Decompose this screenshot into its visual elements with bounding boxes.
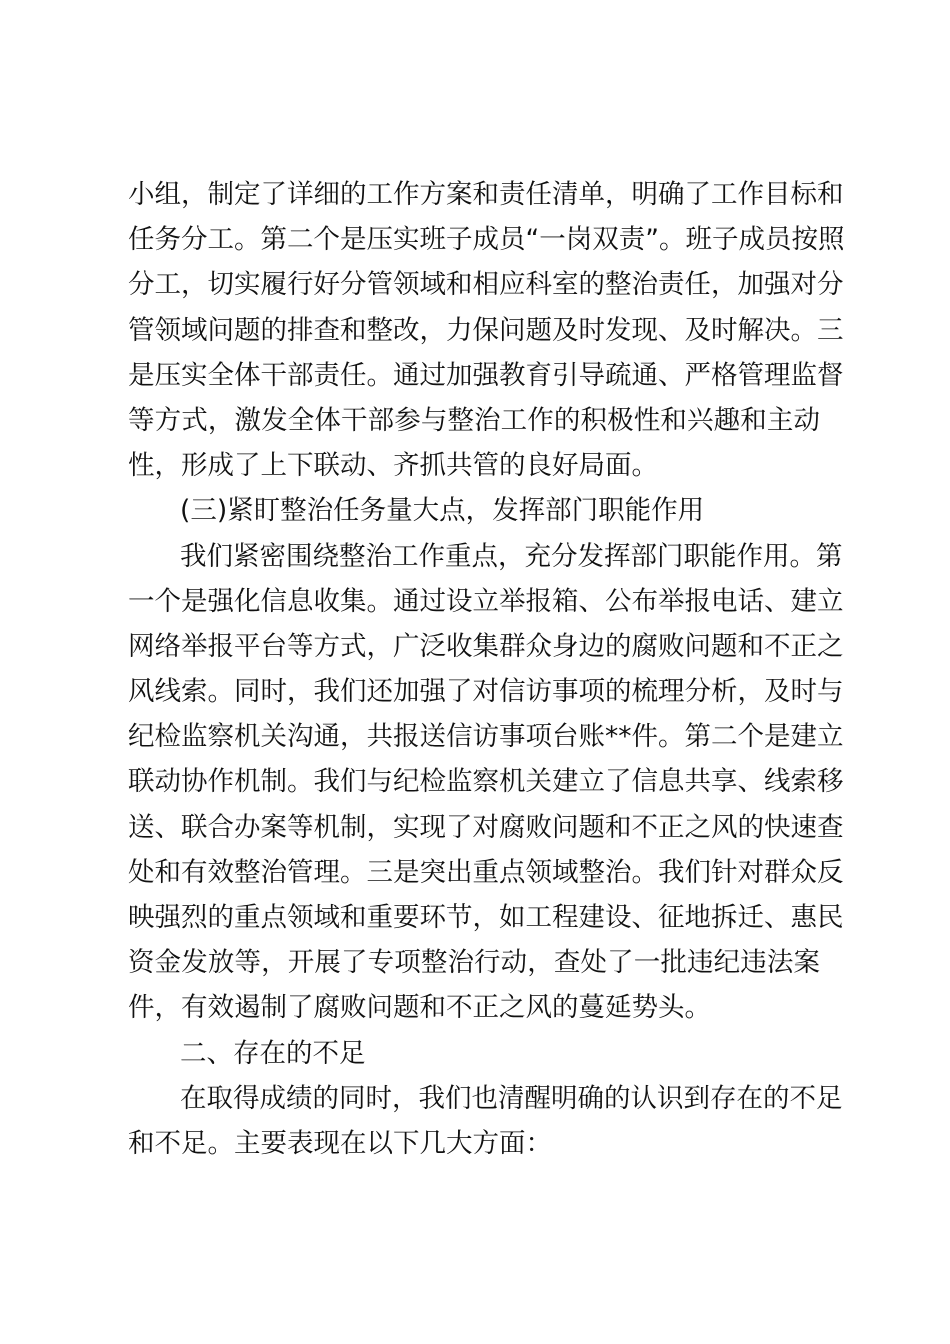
body-line: 管领域问题的排查和整改，力保问题及时发现、及时解决。三	[128, 314, 844, 346]
body-line: 分工，切实履行好分管领域和相应科室的整治责任，加强对分	[128, 269, 844, 301]
body-line: 件，有效遏制了腐败问题和不正之风的蔓延势头。	[128, 992, 711, 1024]
body-line: 等方式，激发全体干部参与整治工作的积极性和兴趣和主动	[128, 404, 820, 436]
body-line: 资金发放等，开展了专项整治行动，查处了一批违纪违法案	[128, 947, 820, 979]
body-line: 处和有效整治管理。三是突出重点领域整治。我们针对群众反	[128, 856, 844, 888]
body-line: 和不足。主要表现在以下几大方面：	[128, 1127, 552, 1159]
body-line: 是压实全体干部责任。通过加强教育引导疏通、严格管理监督	[128, 359, 844, 391]
body-line: 纪检监察机关沟通，共报送信访事项台账**件。第二个是建立	[128, 721, 844, 753]
body-line: 任务分工。第二个是压实班子成员“一岗双责”。班子成员按照	[128, 224, 845, 256]
body-line: 联动协作机制。我们与纪检监察机关建立了信息共享、线索移	[128, 766, 844, 798]
body-line: 网络举报平台等方式，广泛收集群众身边的腐败问题和不正之	[128, 630, 844, 662]
body-line: 送、联合办案等机制，实现了对腐败问题和不正之风的快速查	[128, 811, 844, 843]
body-line: 在取得成绩的同时，我们也清醒明确的认识到存在的不足	[180, 1082, 843, 1114]
body-line: 映强烈的重点领域和重要环节，如工程建设、征地拆迁、惠民	[128, 902, 844, 933]
body-line: 小组，制定了详细的工作方案和责任清单，明确了工作目标和	[128, 179, 844, 210]
body-line: 性，形成了上下联动、齐抓共管的良好局面。	[128, 450, 658, 482]
section-heading: 二、存在的不足	[180, 1037, 366, 1069]
body-line: 一个是强化信息收集。通过设立举报箱、公布举报电话、建立	[128, 585, 844, 617]
body-line: 我们紧密围绕整治工作重点，充分发挥部门职能作用。第	[180, 540, 843, 572]
document-body	[128, 172, 845, 1166]
body-line: 风线索。同时，我们还加强了对信访事项的梳理分析，及时与	[128, 676, 844, 708]
section-heading: (三)紧盯整治任务量大点，发挥部门职能作用	[180, 495, 705, 527]
